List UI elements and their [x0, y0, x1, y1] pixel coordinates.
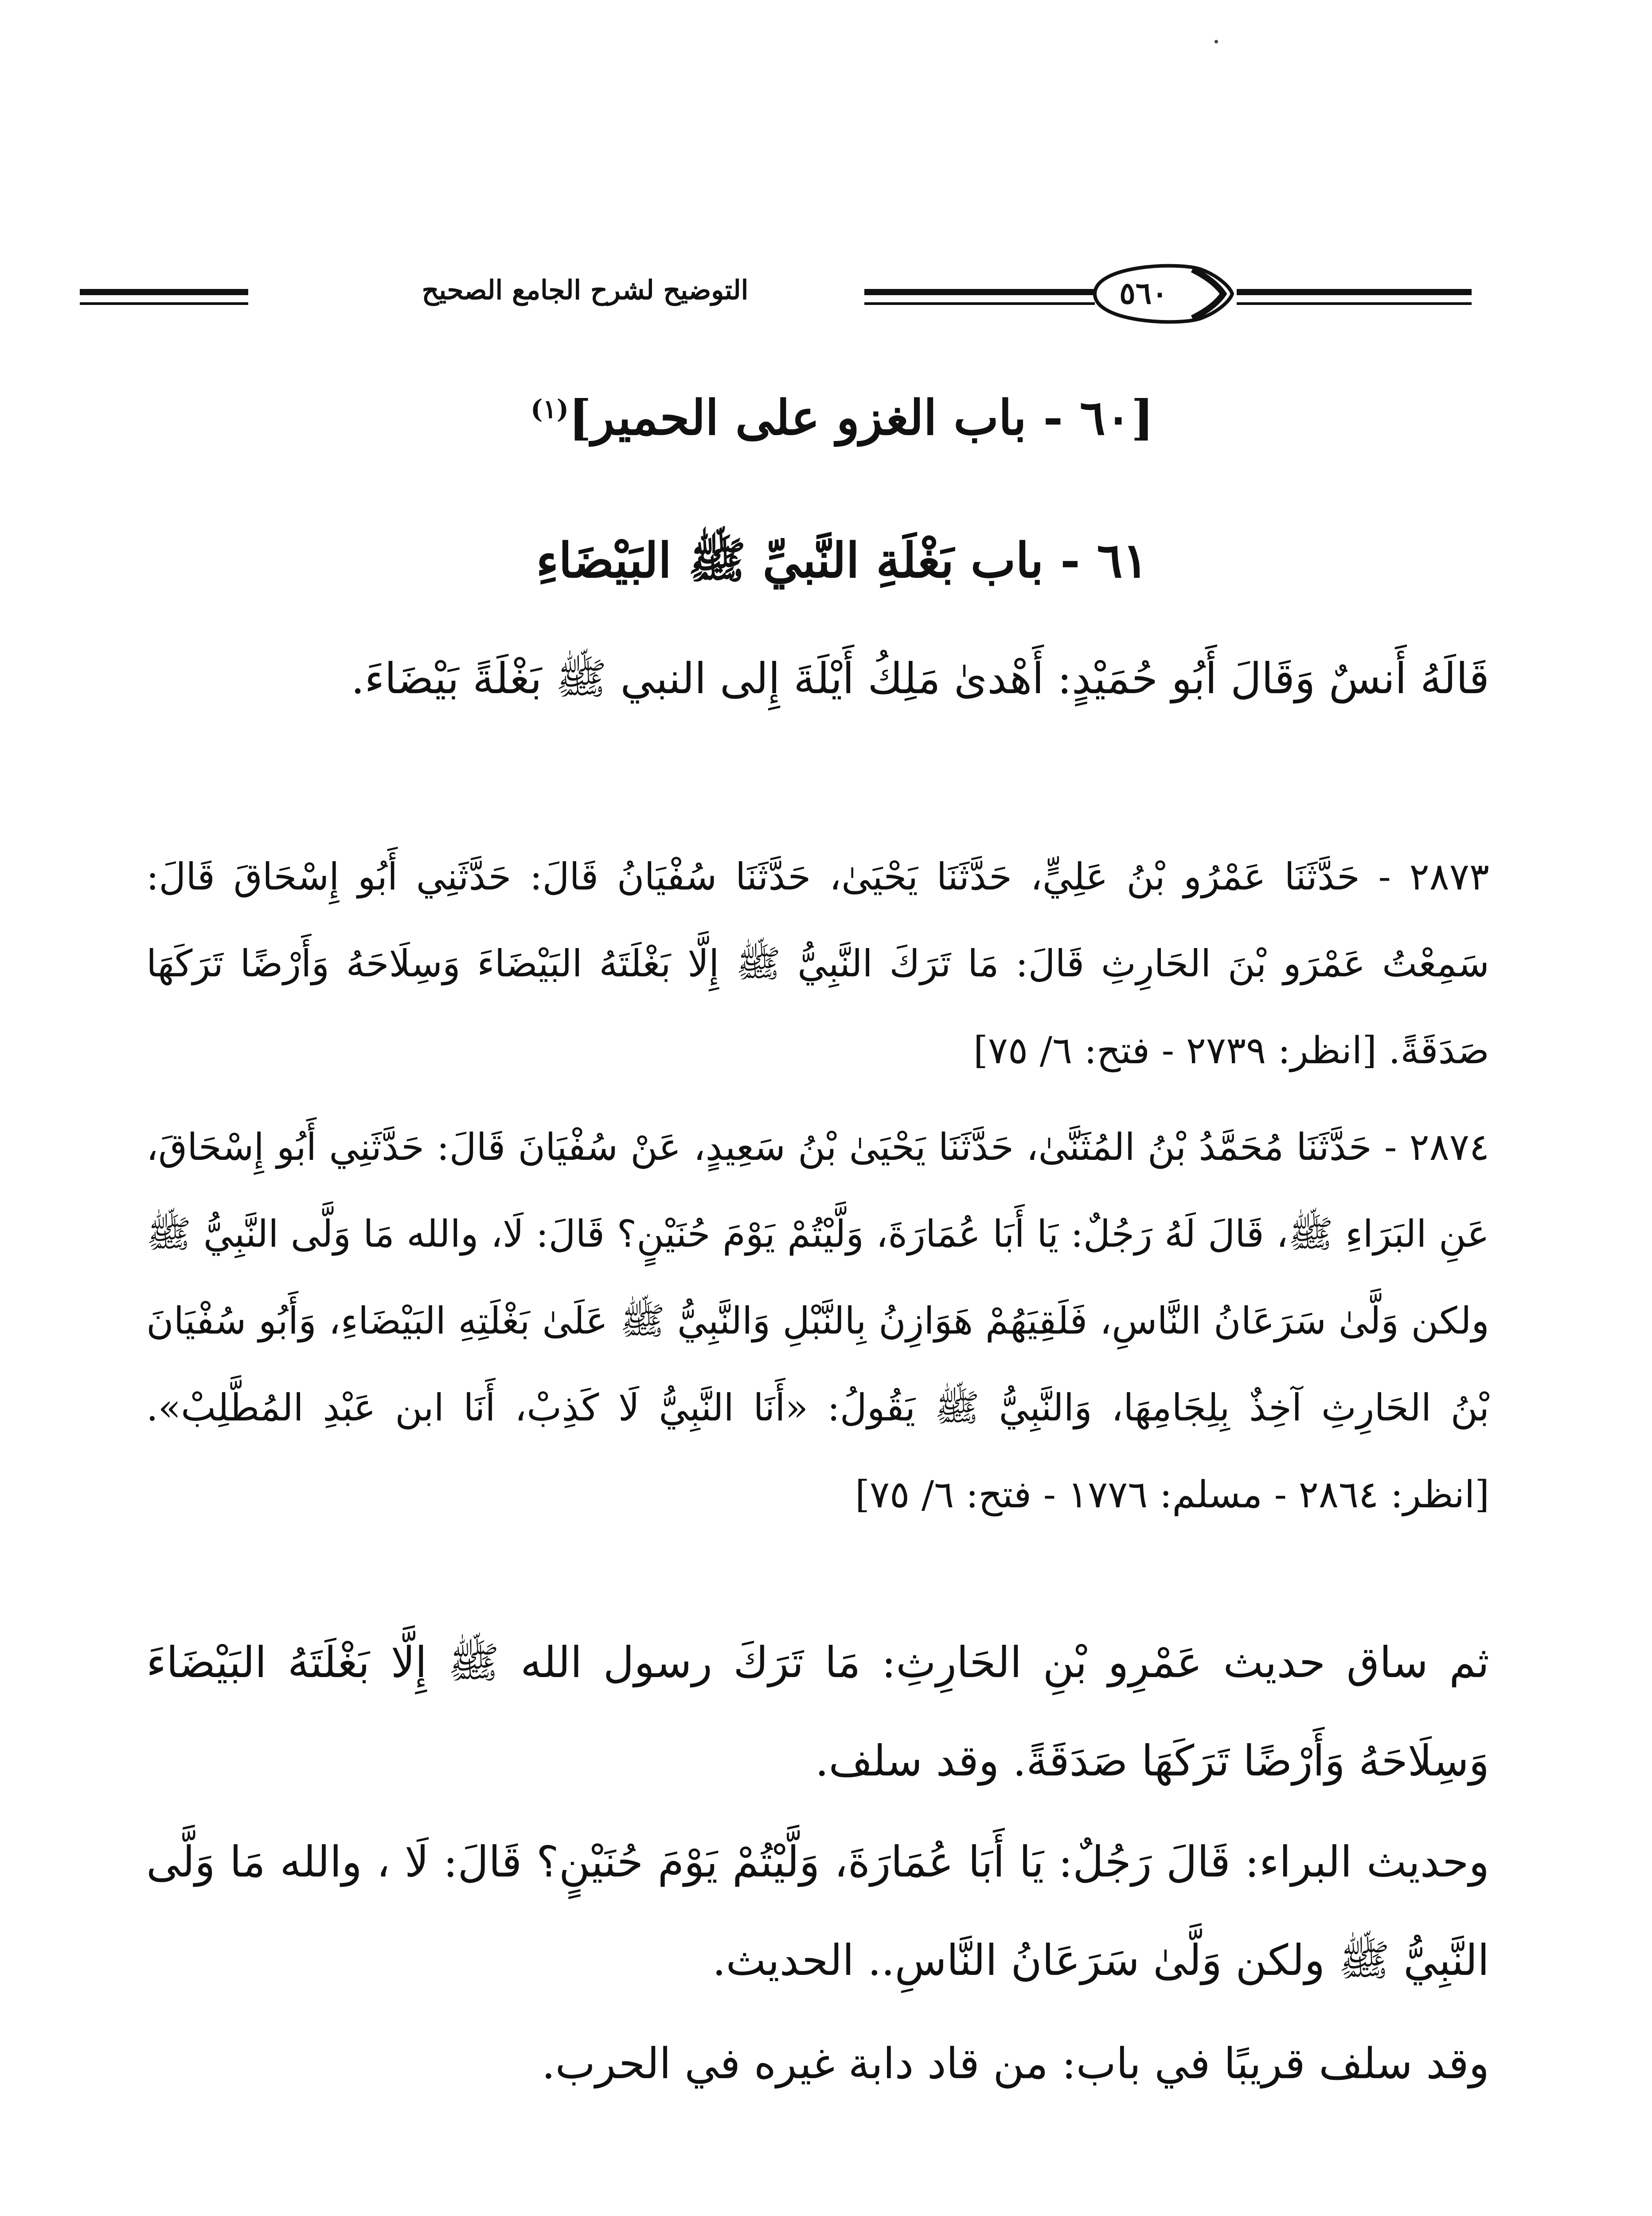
scan-speck: [1215, 40, 1218, 43]
commentary-paragraph-2: وحديث البراء: قَالَ رَجُلٌ: يَا أَبَا عُمَارَةَ، وَلَّيْتُمْ يَوْمَ حُنَيْنٍ؟ قَالَ: لَا ، والله مَا وَلَّى النَّبِيُّ ﷺ ولكن وَلَّىٰ سَرَعَانُ النَّاسِ.. الحديث.: [146, 1837, 1489, 1985]
header-rule-middle-thin: [864, 302, 1095, 305]
header-rule-middle: [864, 289, 1095, 295]
hadith-2873: ٢٨٧٣ - حَدَّثَنَا عَمْرُو بْنُ عَلِيٍّ، حَدَّثَنَا يَحْيَىٰ، حَدَّثَنَا سُفْيَانُ قَالَ: حَدَّثَنِي أَبُو إِسْحَاقَ قَالَ: سَمِعْتُ عَمْرَو بْنَ الحَارِثِ قَالَ: مَا تَرَكَ النَّبِيُّ ﷺ إِلَّا بَغْلَتَهُ البَيْضَاءَ وَسِلَاحَهُ وَأَرْضًا تَرَكَهَا صَدَقَةً. [انظر: ٢٧٣٩ - فتح: ٦/ ٧٥]: [146, 855, 1489, 1072]
hadith-2874: ٢٨٧٤ - حَدَّثَنَا مُحَمَّدُ بْنُ المُثَنَّىٰ، حَدَّثَنَا يَحْيَىٰ بْنُ سَعِيدٍ، عَنْ سُفْيَانَ قَالَ: حَدَّثَنِي أَبُو إِسْحَاقَ، عَنِ البَرَاءِ ﷺ، قَالَ لَهُ رَجُلٌ: يَا أَبَا عُمَارَةَ، وَلَّيْتُمْ يَوْمَ حُنَيْنٍ؟ قَالَ: لَا، والله مَا وَلَّى النَّبِيُّ ﷺ ولكن وَلَّىٰ سَرَعَانُ النَّاسِ، فَلَقِيَهُمْ هَوَازِنُ بِالنَّبْلِ وَالنَّبِيُّ ﷺ عَلَىٰ بَغْلَتِهِ البَيْضَاءِ، وَأَبُو سُفْيَانَ بْنُ الحَارِثِ آخِذٌ بِلِجَامِهَا، وَالنَّبِيُّ ﷺ يَقُولُ: «أَنَا النَّبِيُّ لَا كَذِبْ، أَنَا ابن عَبْدِ المُطَّلِبْ». [انظر: ٢٨٦٤ - مسلم: ١٧٧٦ - فتح: ٦/ ٧٥]: [146, 1125, 1489, 1516]
running-header: [80, 248, 1472, 346]
footnote-reference: (١): [531, 394, 569, 424]
commentary-paragraph-3: وقد سلف قريبًا في باب: من قاد دابة غيره في الحرب.: [542, 2039, 1489, 2088]
chapter-61-heading: ٦١ - باب بَغْلَةِ النَّبيِّ ﷺ البَيْضَاءِ: [536, 533, 1148, 589]
chapter-60-heading: [399, 390, 1285, 446]
commentary-paragraph-1: ثم ساق حديث عَمْرِو بْنِ الحَارِثِ: مَا تَرَكَ رسول الله ﷺ إِلَّا بَغْلَتَهُ البَيْضَاءَ وَسِلَاحَهُ وَأَرْضًا تَرَكَهَا صَدَقَةً. وقد سلف.: [146, 1638, 1489, 1786]
chapter-60-title: [٦٠ - باب الغزو على الحمير]: [569, 390, 1154, 446]
header-rule-left: [80, 289, 248, 295]
header-rule-right: [1237, 289, 1472, 295]
header-rule-right-thin: [1237, 302, 1472, 305]
header-rule-left-thin: [80, 302, 248, 305]
page-number-frame: [1077, 252, 1246, 336]
page-number: ٥٦٠: [1119, 276, 1168, 311]
intro-paragraph: قَالَهُ أَنسٌ وَقَالَ أَبُو حُمَيْدٍ: أَهْدىٰ مَلِكُ أَيْلَةَ إِلى النبي ﷺ بَغْلَةً بَيْضَاءَ.: [351, 654, 1489, 703]
running-title: التوضيح لشرح الجامع الصحيح: [422, 275, 749, 306]
